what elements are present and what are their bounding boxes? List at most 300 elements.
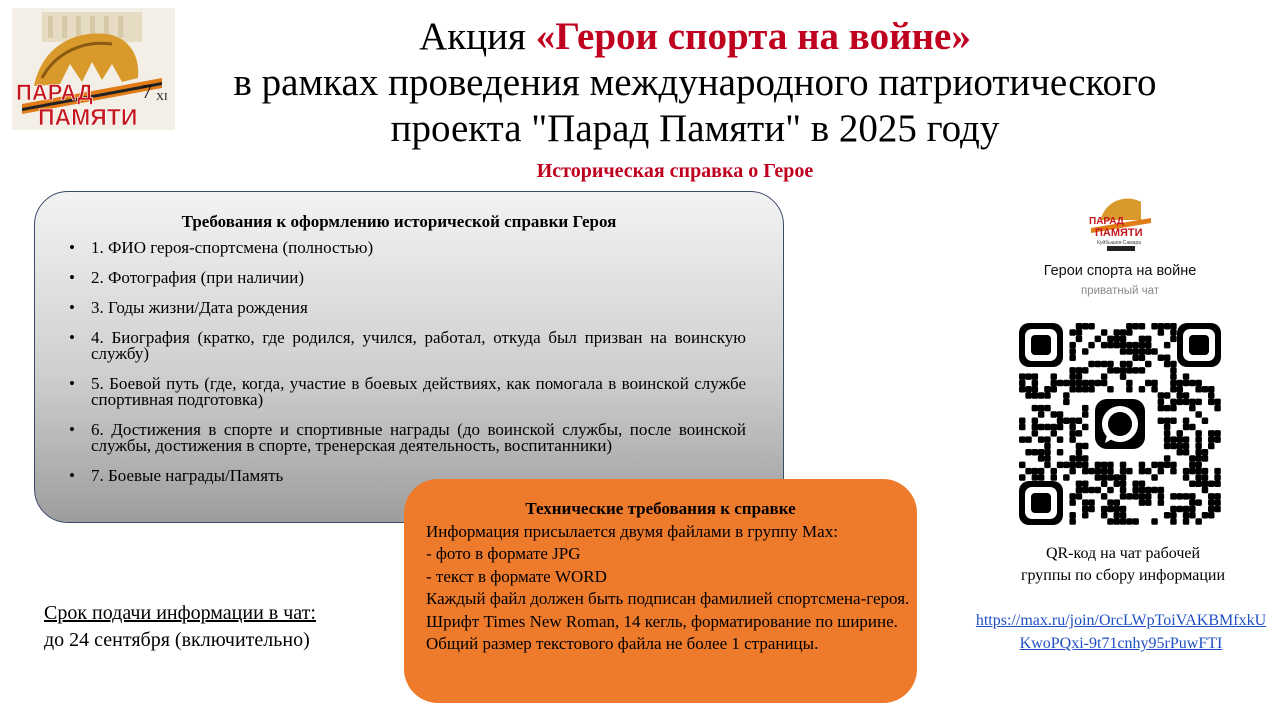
qr-module [1088, 361, 1095, 368]
qr-module [1170, 506, 1177, 513]
qr-module [1038, 474, 1045, 481]
qr-module [1183, 373, 1190, 380]
logo-mark-suffix: XI [156, 91, 168, 103]
qr-module [1101, 481, 1108, 488]
qr-module [1076, 329, 1083, 336]
qr-module [1195, 436, 1202, 443]
qr-module [1069, 418, 1076, 425]
qr-module [1183, 506, 1190, 513]
qr-module [1170, 323, 1177, 330]
qr-module [1158, 468, 1165, 475]
qr-module [1076, 462, 1083, 469]
qr-module [1177, 436, 1184, 443]
qr-module [1057, 418, 1064, 425]
qr-module [1076, 418, 1083, 425]
qr-module [1189, 424, 1196, 431]
logo-line1: ПАРАД [16, 80, 93, 105]
qr-module [1145, 348, 1152, 355]
qr-module [1069, 499, 1076, 506]
qr-module [1195, 518, 1202, 525]
qr-module [1170, 361, 1177, 368]
qr-module [1164, 462, 1171, 469]
qr-module [1120, 336, 1127, 343]
qr-module [1076, 336, 1083, 343]
qr-module [1063, 462, 1070, 469]
qr-module [1101, 342, 1108, 349]
qr-module [1183, 468, 1190, 475]
qr-module [1032, 418, 1039, 425]
qr-module [1032, 405, 1039, 412]
qr-module [1057, 424, 1064, 431]
tech-line: Каждый файл должен быть подписан фамилией спортсмена-героя. [426, 589, 910, 609]
qr-module [1076, 430, 1083, 437]
qr-module [1095, 474, 1102, 481]
qr-module [1088, 487, 1095, 494]
qr-module [1044, 443, 1051, 450]
qr-module [1051, 468, 1058, 475]
qr-module [1164, 405, 1171, 412]
qr-module [1214, 399, 1221, 406]
qr-module [1095, 380, 1102, 387]
qr-module [1107, 518, 1114, 525]
qr-module [1076, 367, 1083, 374]
qr-module [1082, 386, 1089, 393]
qr-module [1202, 449, 1209, 456]
qr-module [1195, 386, 1202, 393]
qr-module [1158, 499, 1165, 506]
qr-module [1114, 329, 1121, 336]
qr-code-icon [1019, 323, 1221, 525]
qr-module [1214, 481, 1221, 488]
qr-module [1025, 392, 1032, 399]
chat-link[interactable]: https://max.ru/join/OrcLWpToiVAKBMfxkUKwoPQxi-9t71cnhy95rPuwFTI [975, 612, 1267, 652]
qr-module [1189, 512, 1196, 519]
qr-module [1107, 474, 1114, 481]
qr-module [1177, 399, 1184, 406]
requirements-title: Требования к оформлению исторической справки Героя [181, 212, 617, 231]
qr-module [1051, 424, 1058, 431]
requirements-list [91, 240, 746, 498]
qr-module [1170, 468, 1177, 475]
qr-module [1145, 361, 1152, 368]
qr-module [1076, 481, 1083, 488]
qr-module [1095, 487, 1102, 494]
qr-module [1139, 342, 1146, 349]
qr-module [1088, 323, 1095, 330]
qr-module [1082, 455, 1089, 462]
qr-module [1019, 436, 1026, 443]
qr-module [1120, 487, 1127, 494]
qr-module [1202, 474, 1209, 481]
qr-module [1195, 399, 1202, 406]
qr-module [1051, 430, 1058, 437]
qr-module [1114, 506, 1121, 513]
list-item: • 6. Достижения в спорте и спортивные награды (до воинской службы, после воинской службы, достижения в спорте, тренерская деятельность, воспитанники) [91, 422, 746, 454]
qr-module [1082, 512, 1089, 519]
qr-module [1126, 329, 1133, 336]
qr-module [1069, 386, 1076, 393]
qr-module [1101, 462, 1108, 469]
requirements-panel [34, 191, 784, 523]
qr-module [1151, 474, 1158, 481]
qr-module [1151, 348, 1158, 355]
qr-module [1107, 468, 1114, 475]
qr-module [1158, 399, 1165, 406]
list-item: • 5. Боевой путь (где, когда, участие в боевых действиях, как помогала в воинской службе спортивная подготовка) [91, 376, 746, 408]
qr-module [1095, 468, 1102, 475]
qr-module [1170, 373, 1177, 380]
qr-module [1120, 329, 1127, 336]
qr-module [1088, 342, 1095, 349]
qr-module [1151, 462, 1158, 469]
qr-module [1069, 367, 1076, 374]
qr-module [1082, 481, 1089, 488]
qr-code-graphic [1019, 323, 1221, 525]
qr-module [1044, 424, 1051, 431]
qr-module [1120, 468, 1127, 475]
qr-module [1132, 348, 1139, 355]
qr-module [1195, 443, 1202, 450]
mini-logo-city: Куйбышев-Самара [1097, 240, 1142, 246]
qr-module [1120, 474, 1127, 481]
qr-module [1195, 455, 1202, 462]
qr-module [1114, 367, 1121, 374]
qr-module [1170, 367, 1177, 374]
qr-module [1195, 499, 1202, 506]
qr-module [1151, 323, 1158, 330]
qr-module [1189, 468, 1196, 475]
qr-module [1082, 367, 1089, 374]
qr-module [1101, 468, 1108, 475]
qr-module [1183, 392, 1190, 399]
qr-module [1120, 373, 1127, 380]
qr-module [1189, 506, 1196, 513]
qr-module [1025, 468, 1032, 475]
qr-module [1177, 380, 1184, 387]
qr-module [1069, 462, 1076, 469]
qr-module [1158, 405, 1165, 412]
qr-module [1019, 418, 1026, 425]
qr-module [1025, 373, 1032, 380]
qr-module [1088, 506, 1095, 513]
title-line3: проекта "Парад Памяти" в 2025 году [390, 107, 1000, 150]
qr-module [1019, 462, 1026, 469]
qr-module [1101, 493, 1108, 500]
qr-module [1139, 348, 1146, 355]
qr-module [1114, 499, 1121, 506]
qr-module [1170, 329, 1177, 336]
qr-module [1069, 430, 1076, 437]
qr-module [1032, 430, 1039, 437]
qr-module [1214, 474, 1221, 481]
qr-module [1139, 468, 1146, 475]
chat-name: Герои спорта на войне [1043, 263, 1197, 279]
qr-module [1132, 323, 1139, 330]
parad-pamyati-logo [12, 8, 175, 130]
qr-module [1114, 518, 1121, 525]
qr-module [1158, 392, 1165, 399]
qr-module [1145, 487, 1152, 494]
qr-module [1170, 493, 1177, 500]
qr-module [1044, 386, 1051, 393]
qr-module [1214, 468, 1221, 475]
tech-requirements-title: Технические требования к справке [525, 499, 796, 518]
qr-module [1214, 430, 1221, 437]
qr-module [1208, 436, 1215, 443]
qr-module [1076, 455, 1083, 462]
qr-module [1120, 462, 1127, 469]
qr-module [1158, 462, 1165, 469]
qr-module [1139, 323, 1146, 330]
qr-module [1202, 386, 1209, 393]
qr-module [1101, 506, 1108, 513]
qr-module [1145, 336, 1152, 343]
qr-module [1038, 411, 1045, 418]
qr-module [1164, 418, 1171, 425]
qr-module [1107, 336, 1114, 343]
qr-module [1107, 499, 1114, 506]
qr-module [1126, 468, 1133, 475]
qr-module [1195, 411, 1202, 418]
qr-module [1170, 418, 1177, 425]
tech-requirements-panel [404, 479, 917, 703]
qr-module [1076, 386, 1083, 393]
qr-module [1164, 455, 1171, 462]
qr-module [1114, 512, 1121, 519]
qr-module [1132, 481, 1139, 488]
qr-module [1151, 386, 1158, 393]
qr-module [1139, 462, 1146, 469]
qr-module [1082, 323, 1089, 330]
qr-module [1038, 405, 1045, 412]
qr-module [1214, 436, 1221, 443]
qr-module [1170, 518, 1177, 525]
qr-module [1082, 411, 1089, 418]
qr-module [1189, 481, 1196, 488]
qr-module [1195, 380, 1202, 387]
logo-mark: 7 [142, 81, 152, 103]
qr-module [1170, 512, 1177, 519]
qr-module [1202, 418, 1209, 425]
qr-module [1057, 380, 1064, 387]
qr-module [1189, 455, 1196, 462]
qr-module [1139, 367, 1146, 374]
qr-module [1151, 380, 1158, 387]
qr-module [1120, 518, 1127, 525]
qr-module [1170, 386, 1177, 393]
qr-module [1057, 449, 1064, 456]
qr-module [1120, 481, 1127, 488]
qr-module [1126, 342, 1133, 349]
qr-module [1177, 493, 1184, 500]
qr-module [1214, 499, 1221, 506]
qr-module [1120, 512, 1127, 519]
qr-module [1195, 468, 1202, 475]
chat-logo-graphic [1087, 188, 1155, 254]
qr-module [1120, 348, 1127, 355]
qr-module [1038, 449, 1045, 456]
qr-module [1208, 392, 1215, 399]
title-line1 [180, 14, 1210, 60]
qr-module [1120, 493, 1127, 500]
qr-module [1145, 468, 1152, 475]
qr-module [1069, 518, 1076, 525]
qr-module [1082, 487, 1089, 494]
qr-module [1202, 468, 1209, 475]
qr-module [1183, 493, 1190, 500]
qr-module [1208, 443, 1215, 450]
qr-module [1107, 367, 1114, 374]
qr-module [1183, 418, 1190, 425]
tech-line: Шрифт Times New Roman, 14 кегль, форматирование по ширине. [426, 611, 898, 631]
qr-module [1114, 336, 1121, 343]
tech-line: Общий размер текстового файла не более 1 страницы. [426, 634, 819, 654]
qr-module [1195, 430, 1202, 437]
qr-module [1051, 386, 1058, 393]
qr-module [1183, 449, 1190, 456]
qr-module [1183, 399, 1190, 406]
qr-module [1139, 487, 1146, 494]
qr-module [1158, 355, 1165, 362]
qr-module [1076, 487, 1083, 494]
qr-module [1032, 424, 1039, 431]
qr-module [1183, 443, 1190, 450]
qr-module [1170, 336, 1177, 343]
qr-module [1082, 405, 1089, 412]
qr-module [1177, 443, 1184, 450]
qr-module [1082, 424, 1089, 431]
qr-module [1145, 499, 1152, 506]
qr-module [1120, 342, 1127, 349]
qr-module [1170, 399, 1177, 406]
qr-module [1044, 462, 1051, 469]
qr-module [1189, 399, 1196, 406]
qr-module [1044, 405, 1051, 412]
qr-module [1189, 462, 1196, 469]
qr-module [1208, 512, 1215, 519]
qr-module [1101, 512, 1108, 519]
qr-module [1151, 487, 1158, 494]
qr-module [1025, 436, 1032, 443]
qr-module [1183, 512, 1190, 519]
qr-module [1126, 348, 1133, 355]
qr-module [1164, 355, 1171, 362]
qr-module [1082, 499, 1089, 506]
qr-module [1069, 512, 1076, 519]
qr-module [1214, 405, 1221, 412]
max-logo-icon [1091, 395, 1149, 453]
qr-module [1069, 455, 1076, 462]
qr-module [1038, 455, 1045, 462]
qr-module [1170, 405, 1177, 412]
qr-module [1183, 424, 1190, 431]
qr-module [1082, 443, 1089, 450]
qr-module [1057, 411, 1064, 418]
qr-module [1170, 436, 1177, 443]
qr-caption [990, 543, 1256, 587]
qr-finder-bottom-left [1019, 481, 1063, 525]
qr-module [1177, 430, 1184, 437]
qr-module [1101, 373, 1108, 380]
qr-module [1076, 443, 1083, 450]
qr-module [1120, 367, 1127, 374]
qr-module [1032, 474, 1039, 481]
tech-requirements-body [426, 521, 912, 655]
qr-module [1195, 474, 1202, 481]
qr-module [1082, 380, 1089, 387]
qr-module [1082, 468, 1089, 475]
qr-module [1107, 386, 1114, 393]
tech-line: - фото в формате JPG [426, 544, 581, 564]
qr-module [1038, 392, 1045, 399]
qr-module [1139, 481, 1146, 488]
qr-module [1151, 518, 1158, 525]
qr-module [1032, 449, 1039, 456]
qr-module [1202, 455, 1209, 462]
qr-module [1139, 386, 1146, 393]
qr-module [1202, 487, 1209, 494]
qr-module [1126, 518, 1133, 525]
qr-module [1063, 380, 1070, 387]
qr-module [1208, 506, 1215, 513]
qr-caption-line1: QR-код на чат рабочей [1045, 545, 1201, 562]
qr-module [1158, 323, 1165, 330]
qr-module [1139, 499, 1146, 506]
qr-module [1076, 373, 1083, 380]
list-item: • 2. Фотография (при наличии) [91, 270, 746, 286]
qr-module [1164, 323, 1171, 330]
qr-module [1076, 323, 1083, 330]
qr-module [1044, 392, 1051, 399]
qr-finder-top-left [1019, 323, 1063, 367]
qr-module [1208, 430, 1215, 437]
qr-module [1183, 474, 1190, 481]
qr-module [1114, 481, 1121, 488]
list-item: • 7. Боевые награды/Память [91, 468, 746, 484]
list-item: • 1. ФИО героя-спортсмена (полностью) [91, 240, 746, 256]
qr-module [1139, 336, 1146, 343]
qr-module [1126, 323, 1133, 330]
qr-module [1095, 336, 1102, 343]
qr-module [1057, 462, 1064, 469]
qr-module [1019, 424, 1026, 431]
qr-module [1019, 373, 1026, 380]
qr-module [1164, 392, 1171, 399]
qr-module [1195, 462, 1202, 469]
qr-module [1177, 506, 1184, 513]
qr-module [1189, 499, 1196, 506]
logo-line2: ПАМЯТИ [38, 104, 138, 130]
logo-graphic [12, 8, 175, 130]
qr-module [1069, 373, 1076, 380]
qr-module [1069, 493, 1076, 500]
qr-module [1214, 493, 1221, 500]
qr-module [1120, 506, 1127, 513]
qr-module [1025, 449, 1032, 456]
qr-module [1044, 436, 1051, 443]
qr-module [1107, 487, 1114, 494]
qr-module [1063, 392, 1070, 399]
qr-module [1145, 380, 1152, 387]
qr-module [1195, 449, 1202, 456]
qr-module [1063, 399, 1070, 406]
page-subtitle: Историческая справка о Герое [536, 160, 814, 182]
qr-module [1019, 380, 1026, 387]
title-line2: в рамках проведения международного патриотического [233, 61, 1157, 104]
qr-module [1158, 418, 1165, 425]
list-item: • 3. Годы жизни/Дата рождения [91, 300, 746, 316]
deadline-label: Срок подачи информации в чат: [44, 602, 316, 624]
